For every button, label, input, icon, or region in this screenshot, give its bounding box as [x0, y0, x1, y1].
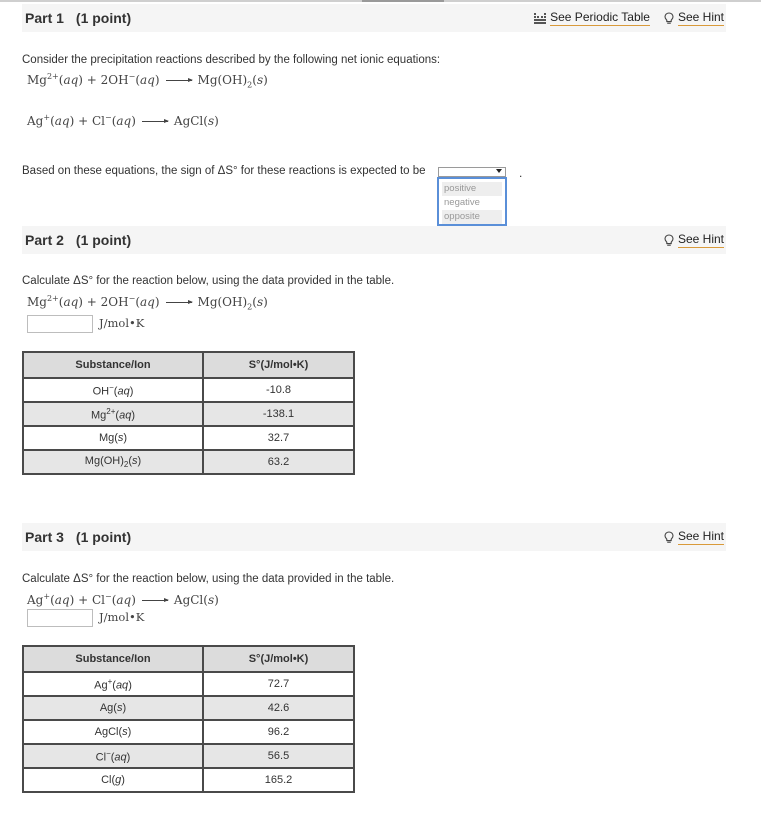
table-cell-entropy: -138.1 — [203, 402, 354, 426]
part2-see-hint-button[interactable] — [664, 232, 724, 248]
part1-see-hint-button[interactable] — [664, 10, 724, 26]
see-periodic-table-button[interactable] — [534, 10, 650, 26]
table-row — [23, 672, 354, 696]
part2-tools — [650, 232, 724, 248]
lightbulb-icon — [664, 531, 674, 544]
table-cell-substance: Cl(g) — [23, 768, 203, 792]
table-row — [23, 720, 354, 744]
reaction-arrow — [166, 80, 192, 81]
table-row — [23, 378, 354, 402]
table-header-row — [23, 352, 354, 378]
chevron-down-icon — [496, 169, 502, 173]
dropdown-option-negative[interactable]: negative — [444, 197, 480, 208]
part3-entropy-table — [22, 645, 355, 793]
table-cell-substance: $Mg(OH)_2(s)$ — [23, 450, 203, 474]
dropdown-option-positive[interactable]: positive — [442, 182, 502, 196]
table-cell-substance: Mg(s) — [23, 426, 203, 450]
part2-title: Part 2 — [25, 232, 64, 248]
table-cell-substance: $Mg^{2+}(aq)$ — [23, 402, 203, 426]
part2-answer-input[interactable] — [27, 315, 93, 333]
part2-see-hint-label: See Hint — [677, 232, 724, 246]
part3-tools — [650, 529, 724, 545]
table-cell-entropy: 96.2 — [203, 720, 354, 744]
question-period: . — [519, 166, 523, 180]
table-header-entropy: S°(J/mol•K) — [203, 352, 354, 378]
table-cell-entropy: 63.2 — [203, 450, 354, 474]
top-border-accent — [362, 0, 444, 2]
table-row — [23, 402, 354, 426]
table-header-entropy: S°(J/mol•K) — [203, 646, 354, 672]
table-cell-entropy: 56.5 — [203, 744, 354, 768]
table-header-substance: Substance/Ion — [23, 352, 203, 378]
part2-points: (1 point) — [75, 232, 132, 248]
part3-header — [22, 523, 726, 551]
part1-see-hint-label: See Hint — [677, 10, 724, 24]
part2-intro: Calculate ΔS° for the reaction below, using the data provided in the table. — [22, 275, 395, 287]
table-cell-substance: Ag+(aq) — [23, 672, 203, 696]
part2-unit: J/mol•K — [99, 316, 145, 330]
part1-question: Based on these equations, the sign of ΔS° for these reactions is expected to be — [22, 165, 426, 177]
table-header-row — [23, 646, 354, 672]
periodic-table-icon — [534, 13, 546, 24]
part3-answer-input[interactable] — [27, 609, 93, 627]
see-periodic-table-label: See Periodic Table — [550, 10, 650, 24]
table-row — [23, 426, 354, 450]
part1-tools — [520, 10, 724, 26]
part1-equation-1: $Mg^{2+}(aq) + 2OH^-(aq)$ $Mg(OH)_2(s)$ — [27, 72, 268, 90]
table-cell-entropy: 165.2 — [203, 768, 354, 792]
lightbulb-icon — [664, 12, 674, 25]
part3-see-hint-button[interactable] — [664, 529, 724, 545]
reaction-arrow — [142, 600, 168, 601]
part1-title: Part 1 — [25, 10, 64, 26]
table-cell-substance: Ag(s) — [23, 696, 203, 720]
part3-title: Part 3 — [25, 529, 64, 545]
sign-dropdown-list[interactable] — [437, 177, 507, 226]
part1-points: (1 point) — [75, 10, 132, 26]
sign-select[interactable] — [438, 167, 506, 177]
part2-entropy-table — [22, 351, 355, 475]
table-row — [23, 450, 354, 474]
part3-unit: J/mol•K — [99, 610, 145, 624]
table-row — [23, 696, 354, 720]
table-row — [23, 744, 354, 768]
reaction-arrow — [142, 121, 168, 122]
table-cell-substance: Cl−(aq) — [23, 744, 203, 768]
table-cell-entropy: -10.8 — [203, 378, 354, 402]
table-cell-substance: AgCl(s) — [23, 720, 203, 744]
reaction-arrow — [166, 302, 192, 303]
part3-equation: Ag+(aq) + Cl−(aq) AgCl(s) — [27, 592, 219, 607]
table-cell-entropy: 72.7 — [203, 672, 354, 696]
part2-equation: $Mg^{2+}(aq) + 2OH^-(aq)$ $Mg(OH)_2(s)$ — [27, 294, 268, 312]
table-cell-entropy: 42.6 — [203, 696, 354, 720]
part3-see-hint-label: See Hint — [677, 529, 724, 543]
part1-intro: Consider the precipitation reactions described by the following net ionic equations: — [22, 54, 441, 66]
table-row — [23, 768, 354, 792]
table-cell-substance: OH−(aq) — [23, 378, 203, 402]
part1-header — [22, 4, 726, 32]
dropdown-option-opposite[interactable]: opposite — [442, 210, 502, 224]
lightbulb-icon — [664, 234, 674, 247]
part1-equation-2: Ag+(aq) + Cl−(aq) AgCl(s) — [27, 113, 219, 128]
table-cell-entropy: 32.7 — [203, 426, 354, 450]
part3-intro: Calculate ΔS° for the reaction below, using the data provided in the table. — [22, 573, 395, 585]
table-header-substance: Substance/Ion — [23, 646, 203, 672]
part3-points: (1 point) — [75, 529, 132, 545]
part2-header — [22, 226, 726, 254]
